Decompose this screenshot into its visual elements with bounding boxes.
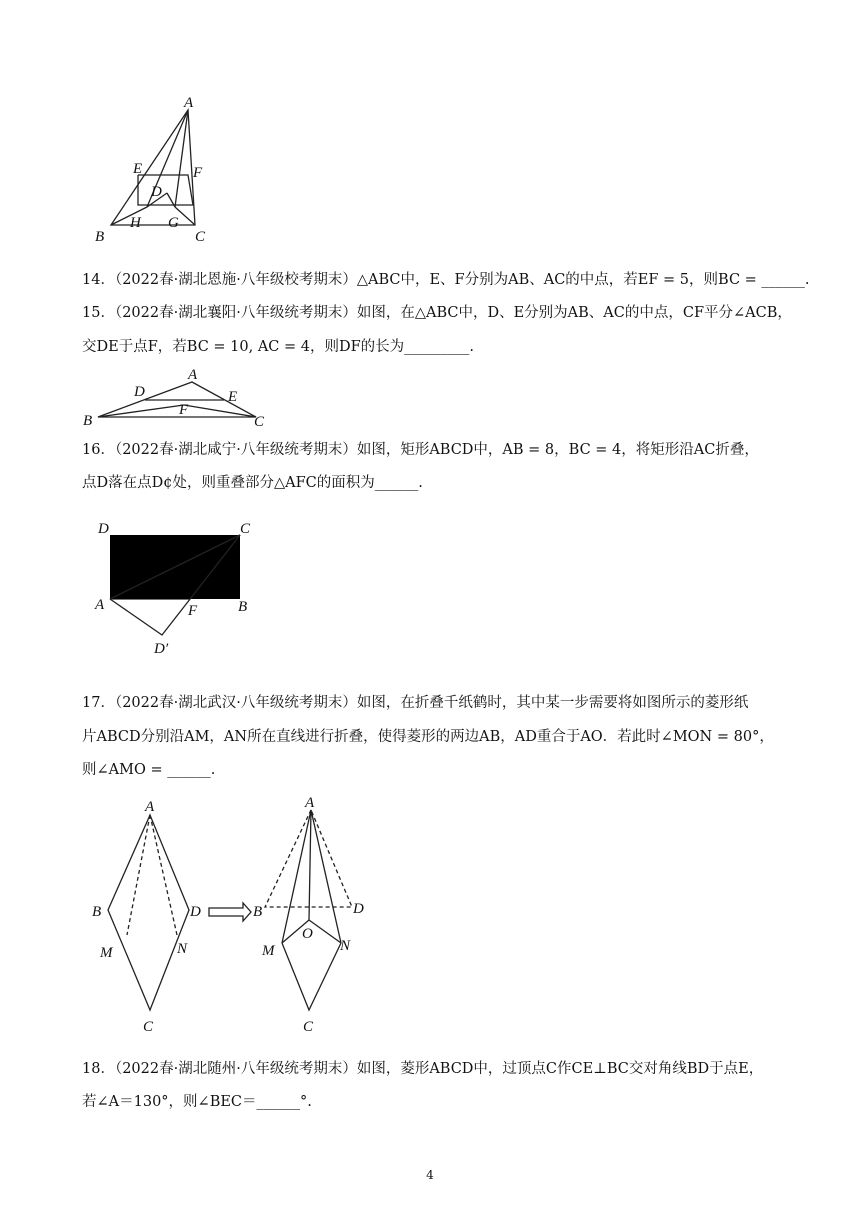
question-18-line2: 若∠A＝130°，则∠BEC＝______°.	[82, 1094, 312, 1110]
question-16-line2: 点D落在点D¢处，则重叠部分△AFC的面积为______.	[82, 475, 423, 491]
figure-q15	[80, 365, 280, 430]
label-M2: M	[262, 943, 275, 959]
question-14: 14．（2022春·湖北恩施·八年级校考期末）△ABC中，E、F分别为AB、AC的中点，若EF = 5，则BC = ______.	[82, 272, 810, 288]
label-B: B	[92, 904, 102, 920]
label-M: M	[100, 945, 113, 961]
label-C: C	[143, 1019, 154, 1035]
label-H: H	[130, 215, 141, 231]
label-D: D	[98, 521, 109, 537]
label-A: A	[95, 597, 105, 613]
question-16-line1: 16．（2022春·湖北咸宁·八年级统考期末）如图，矩形ABCD中，AB = 8，BC = 4，将矩形沿AC折叠，	[82, 442, 759, 458]
label-B: B	[95, 229, 105, 245]
arrow-icon	[209, 903, 251, 921]
label-A: A	[188, 367, 198, 383]
label-C2: C	[303, 1019, 314, 1035]
label-G: G	[168, 215, 179, 231]
label-C: C	[254, 414, 265, 430]
triangle-abc	[111, 110, 195, 225]
label-A: A	[145, 799, 155, 815]
label-D: D	[151, 184, 162, 200]
question-15-line2: 交DE于点F，若BC = 10, AC = 4，则DF的长为_________.	[82, 339, 475, 355]
label-A2: A	[305, 795, 315, 811]
label-N: N	[177, 941, 188, 957]
label-D: D	[190, 904, 201, 920]
figure-q13	[85, 95, 225, 250]
label-D2: D	[353, 901, 364, 917]
question-17-line1: 17．（2022春·湖北武汉·八年级统考期末）如图，在折叠千纸鹤时，其中某一步需要将如图所示的菱形纸	[82, 695, 749, 711]
figure-q16	[90, 515, 265, 660]
question-18-line1: 18．（2022春·湖北随州·八年级统考期末）如图，菱形ABCD中，过顶点C作CE⊥BC交对角线BD于点E，	[82, 1061, 764, 1077]
label-O: O	[302, 926, 313, 942]
label-E: E	[133, 161, 143, 177]
label-B: B	[238, 599, 248, 615]
label-D: D	[134, 384, 145, 400]
label-F: F	[179, 402, 189, 418]
label-Dprime: D′	[154, 641, 169, 657]
label-E: E	[228, 389, 238, 405]
label-F: F	[193, 165, 203, 181]
question-17-line3: 则∠AMO = ______.	[82, 762, 216, 778]
label-A: A	[184, 95, 194, 111]
page-number: 4	[426, 1168, 434, 1182]
label-C: C	[195, 229, 206, 245]
label-N2: N	[340, 938, 351, 954]
label-B: B	[83, 413, 93, 429]
label-F: F	[188, 603, 198, 619]
figure-q17	[85, 795, 385, 1040]
question-17-line2: 片ABCD分别沿AM，AN所在直线进行折叠，使得菱形的两边AB，AD重合于AO．若此时∠MON = 80°，	[82, 729, 774, 745]
label-C: C	[240, 521, 251, 537]
question-15-line1: 15．（2022春·湖北襄阳·八年级统考期末）如图，在△ABC中，D、E分别为AB、AC的中点，CF平分∠ACB，	[82, 305, 792, 321]
label-B2: B	[253, 904, 263, 920]
